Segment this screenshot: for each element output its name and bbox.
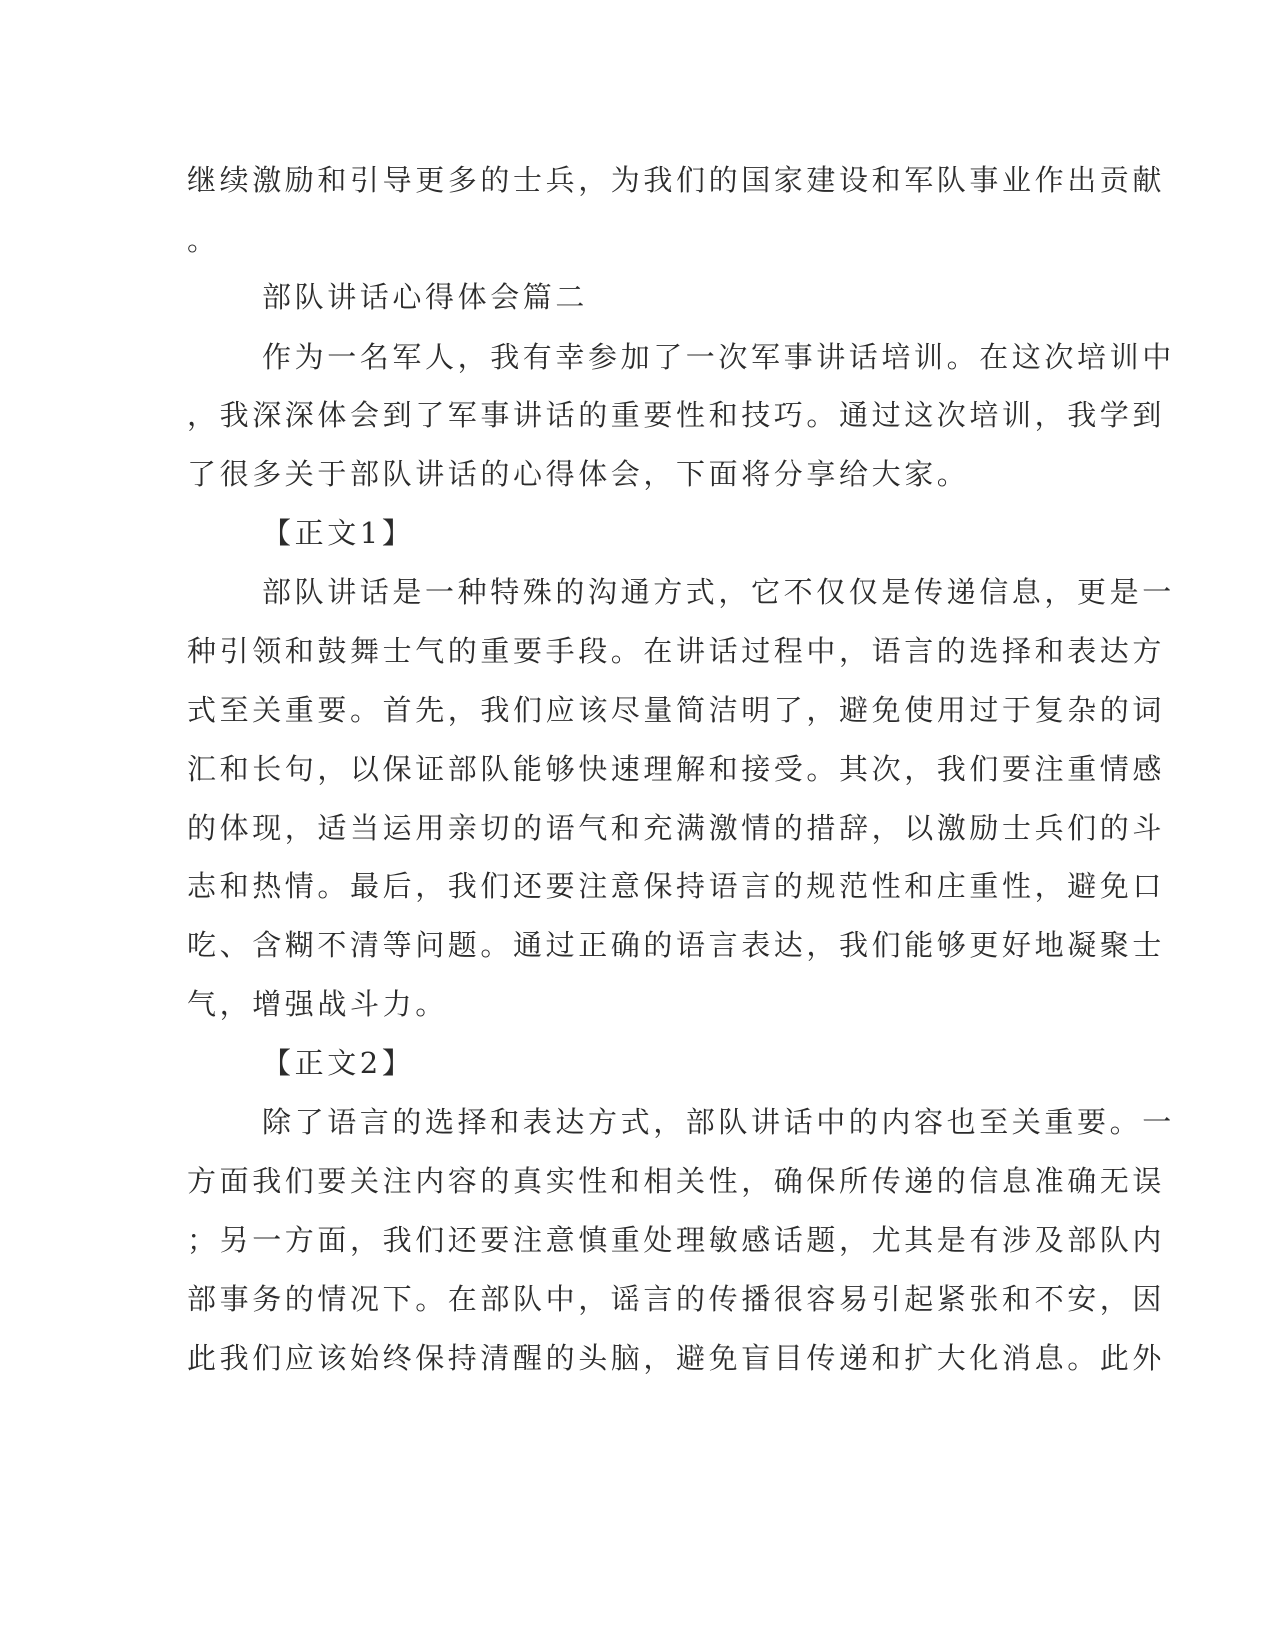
section-heading: 【正文1】 bbox=[262, 516, 415, 550]
section-heading: 【正文2】 bbox=[262, 1046, 415, 1080]
text-line: 作为一名军人，我有幸参加了一次军事讲话培训。在这次培训中 bbox=[262, 340, 1175, 374]
text-line: 汇和长句，以保证部队能够快速理解和接受。其次，我们要注重情感 bbox=[187, 752, 1166, 786]
section-title: 部队讲话心得体会篇二 bbox=[262, 280, 589, 314]
text-line: 方面我们要关注内容的真实性和相关性，确保所传递的信息准确无误 bbox=[187, 1164, 1166, 1198]
text-line: 的体现，适当运用亲切的语气和充满激情的措辞，以激励士兵们的斗 bbox=[187, 811, 1166, 845]
text-line: 部队讲话是一种特殊的沟通方式，它不仅仅是传递信息，更是一 bbox=[262, 575, 1175, 609]
text-line: 吃、含糊不清等问题。通过正确的语言表达，我们能够更好地凝聚士 bbox=[187, 928, 1166, 962]
text-line: 除了语言的选择和表达方式，部队讲话中的内容也至关重要。一 bbox=[262, 1105, 1175, 1139]
text-line: 继续激励和引导更多的士兵，为我们的国家建设和军队事业作出贡献 bbox=[187, 163, 1166, 197]
text-line: 。 bbox=[187, 223, 220, 257]
text-line: 部事务的情况下。在部队中，谣言的传播很容易引起紧张和不安，因 bbox=[187, 1282, 1166, 1316]
text-line: ；另一方面，我们还要注意慎重处理敏感话题，尤其是有涉及部队内 bbox=[187, 1223, 1166, 1257]
text-line: 式至关重要。首先，我们应该尽量简洁明了，避免使用过于复杂的词 bbox=[187, 693, 1166, 727]
text-line: 了很多关于部队讲话的心得体会，下面将分享给大家。 bbox=[187, 457, 970, 491]
text-line: ，我深深体会到了军事讲话的重要性和技巧。通过这次培训，我学到 bbox=[187, 398, 1166, 432]
text-line: 气，增强战斗力。 bbox=[187, 987, 448, 1021]
text-line: 种引领和鼓舞士气的重要手段。在讲话过程中，语言的选择和表达方 bbox=[187, 634, 1166, 668]
text-line: 志和热情。最后，我们还要注意保持语言的规范性和庄重性，避免口 bbox=[187, 869, 1166, 903]
text-line: 此我们应该始终保持清醒的头脑，避免盲目传递和扩大化消息。此外 bbox=[187, 1341, 1166, 1375]
